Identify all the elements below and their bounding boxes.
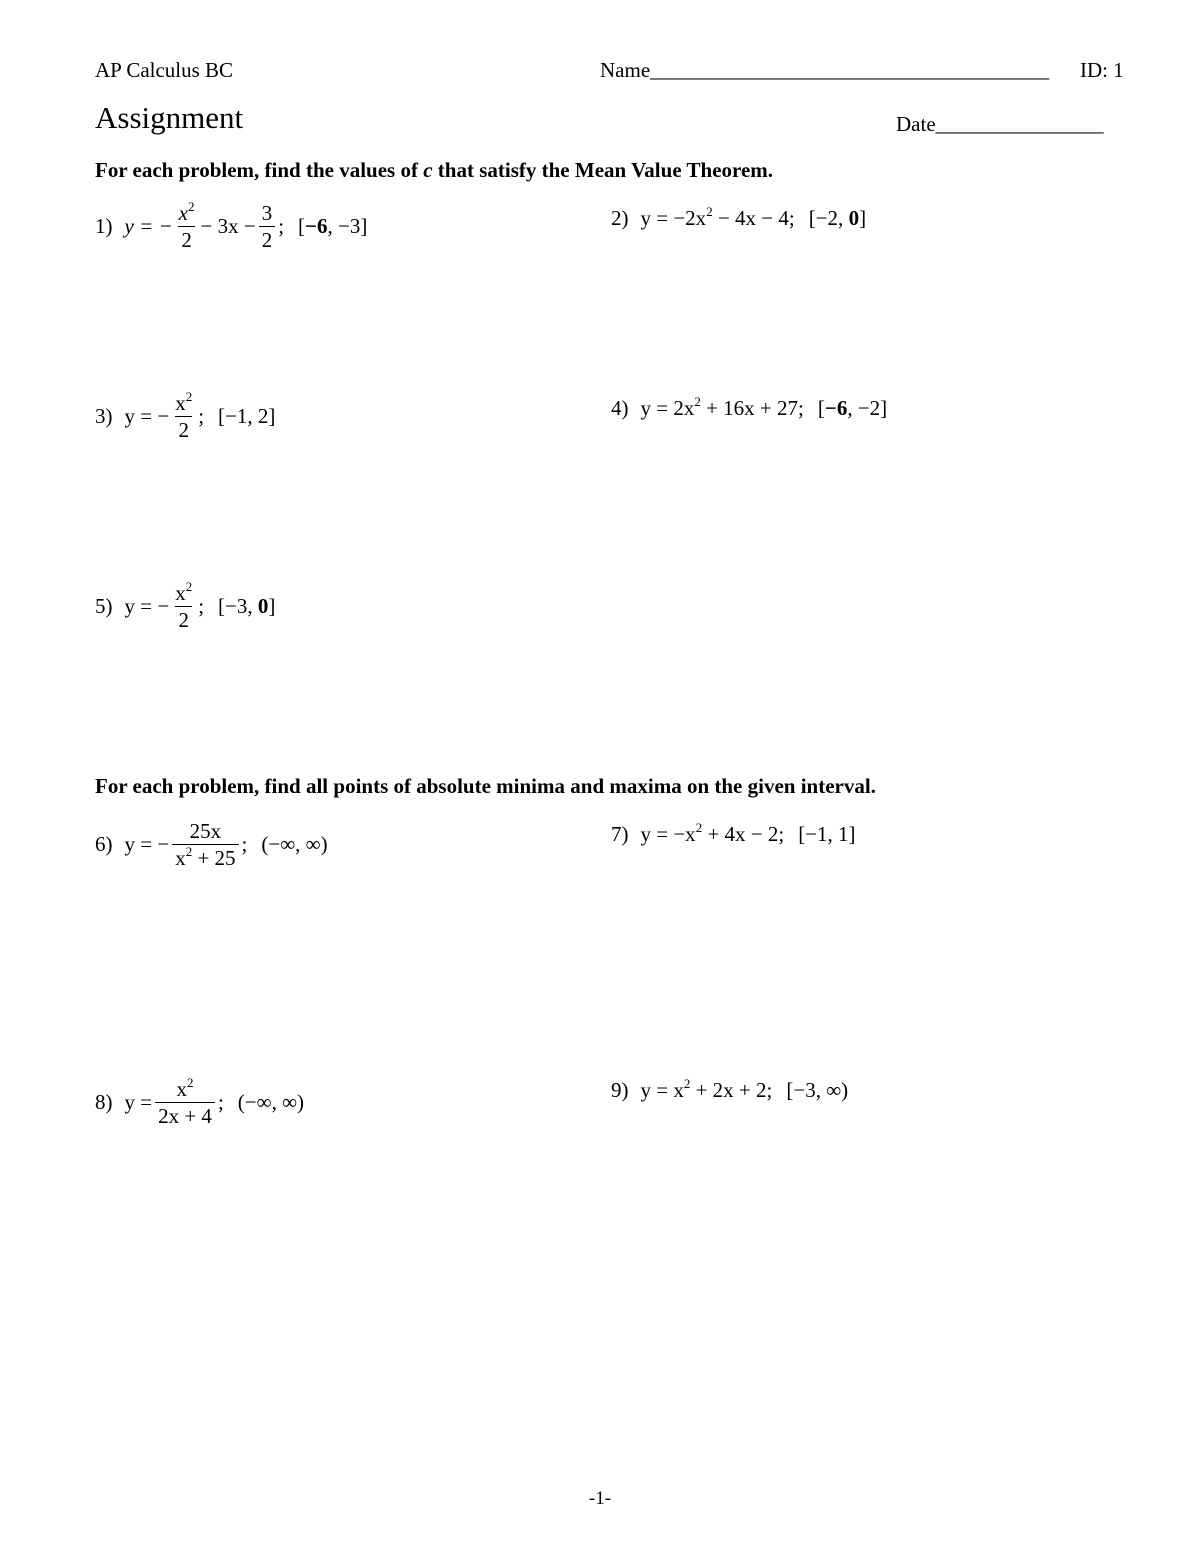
name-label: Name <box>600 58 651 82</box>
interval: [−1, 1] <box>798 822 856 846</box>
interval: [−3, ∞) <box>786 1078 849 1102</box>
problem-8: 8) y = $\frac{x^2}{2x + 4}$ ; (−∞, ∞) <box>95 1075 305 1129</box>
problem-1: 1) y = − $\frac{x^2}{2}$ − 3x − $\frac{3}{2}$ ; [−6, −3] <box>95 199 368 253</box>
page-title: Assignment <box>95 100 244 135</box>
page-number: -1- <box>588 1488 612 1509</box>
problem-number: 5) <box>95 594 113 619</box>
problem-3: 3) y = − $\frac{x^2}{2}$ ; [−1, 2] <box>95 389 276 443</box>
interval: (−∞, ∞) <box>237 1090 305 1115</box>
fraction: $\frac{x^2}{2}$ <box>175 579 193 633</box>
date-label: Date <box>896 112 936 136</box>
problem-number: 3) <box>95 404 113 429</box>
problem-number: 4) <box>611 396 629 420</box>
fraction: $\frac{3}{2}$ <box>259 202 276 251</box>
name-field[interactable] <box>600 58 1049 83</box>
problem-number: 1) <box>95 214 113 239</box>
interval: [−2, 0] <box>808 206 867 230</box>
problem-4: 4) $y = 2x^2 + 16x + 27$; [−6, −2] <box>611 394 888 420</box>
interval: [−6, −2] <box>817 396 888 420</box>
date-line: ________________ <box>935 112 1104 136</box>
problem-5: 5) y = − $\frac{x^2}{2}$ ; [−3, 0] <box>95 579 276 633</box>
interval: (−∞, ∞) <box>261 832 328 857</box>
fraction: $\frac{x^2}{2}$ <box>175 389 193 443</box>
problem-number: 8) <box>95 1090 113 1115</box>
problem-number: 2) <box>611 206 629 230</box>
interval: [−1, 2] <box>218 404 276 429</box>
fraction: $\frac{x^2}{2}$ <box>178 199 195 253</box>
problem-number: 9) <box>611 1078 629 1102</box>
problem-2: 2) $y = -2x^2 - 4x - 4$; [−2, 0] <box>611 204 867 230</box>
fraction: $\frac{x^2}{2x + 4}$ <box>155 1078 215 1127</box>
problem-number: 7) <box>611 822 629 846</box>
problem-6: 6) y = − $\frac{25x}{x^2 + 25}$ ; (−∞, ∞) <box>95 819 328 871</box>
problem-number: 6) <box>95 832 113 857</box>
problem-7: 7) $y = -x^2 + 4x - 2$; [−1, 1] <box>611 820 856 846</box>
section-1-instruction: For each problem, find the values of c that satisfy the Mean Value Theorem. <box>95 158 774 182</box>
interval: [−3, 0] <box>218 594 276 619</box>
interval: [−6, −3] <box>298 214 368 239</box>
problem-9: 9) $y = x^2 + 2x + 2$; [−3, ∞) <box>611 1076 849 1102</box>
name-line: ______________________________________ <box>650 58 1050 82</box>
date-field[interactable] <box>896 112 1104 137</box>
id-label: ID: 1 <box>1080 58 1124 82</box>
course-name: AP Calculus BC <box>95 58 234 82</box>
fraction: $\frac{25x}{x^2 + 25}$ <box>172 820 238 869</box>
section-2-instruction: For each problem, find all points of absolute minima and maxima on the given interval. <box>95 774 876 798</box>
